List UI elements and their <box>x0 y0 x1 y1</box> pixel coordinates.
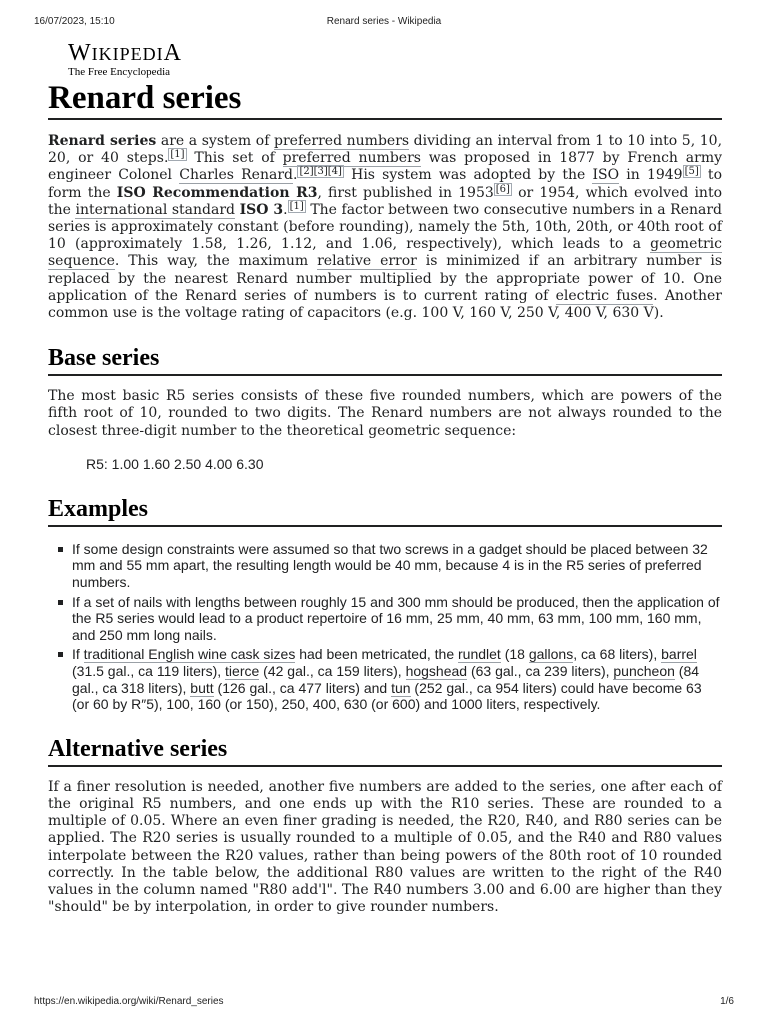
logo-tagline: The Free Encyclopedia <box>68 66 171 78</box>
examples-list <box>48 541 722 713</box>
list-item: If traditional English wine cask sizes had been metricated, the rundlet (18 gallons, ca 68 liters), barrel (31.5 gal., ca 119 liters), tierce (42 gal., ca 159 liters), hogshead (63 gal., ca 239 liters), puncheon (84 gal., ca 318 liters), butt (126 gal., ca 477 liters) and tun (252 gal., ca 954 liters) could have become 63 (or 60 by R″5), 100, 160 (or 150), 250, 400, 630 (or 600) and 1000 liters, respectively. <box>72 646 722 712</box>
ref-6[interactable]: [6] <box>495 183 510 195</box>
link-geometric-sequence[interactable]: geometric sequence <box>48 236 722 270</box>
link-charles-renard[interactable]: Charles Renard <box>179 167 293 184</box>
page-title: Renard series <box>48 80 242 116</box>
link-butt[interactable]: butt <box>190 679 214 696</box>
link-puncheon[interactable]: puncheon <box>613 663 675 679</box>
heading-alternative-series: Alternative series <box>48 735 722 767</box>
ref-5[interactable]: [5] <box>684 166 699 178</box>
intro-bold-term: Renard series <box>48 133 157 149</box>
list-item: If some design constraints were assumed so that two screws in a gadget should be placed between 32 mm and 55 mm apart, the resulting length would be 40 mm, because 4 is in the R5 series of preferred numbers. <box>72 541 722 591</box>
print-footer <box>34 996 734 1010</box>
logo-wordmark: WIKIPEDIA <box>68 40 182 66</box>
alternative-series-paragraph: If a finer resolution is needed, another five numbers are added to the series, one after each of the original R5 numbers, and one ends up with the R10 series. These are rounded to a multiple of 0.05. Where an even finer grading is needed, the R20, R40, and R80 series can be applied. The R20 series is usually rounded to a multiple of 0.05, and the R40 and R80 values interpolate between the R20 values, rather than being powers of the 80th root of 10 rounded correctly. In the table below, the additional R80 values are written to the right of the R40 values in the column named "R80 add'l". The R40 numbers 3.00 and 6.00 are higher than they "should" be by interpolation, in order to give rounder numbers. <box>48 778 722 916</box>
ref-1[interactable]: [1] <box>170 149 185 161</box>
link-rundlet[interactable]: rundlet <box>458 646 501 663</box>
iso-3-bold: ISO 3 <box>239 201 284 218</box>
link-wine-cask-sizes[interactable]: traditional English wine cask sizes <box>83 646 296 663</box>
link-preferred-numbers[interactable]: preferred numbers <box>274 133 410 149</box>
link-preferred-numbers-2[interactable]: preferred numbers <box>282 150 421 167</box>
print-header <box>34 16 734 30</box>
wikipedia-logo[interactable] <box>68 40 722 78</box>
link-iso[interactable]: ISO <box>592 167 620 184</box>
link-relative-error[interactable]: relative error <box>317 253 417 270</box>
link-electric-fuses[interactable]: electric fuses <box>555 287 654 304</box>
article-content <box>48 40 722 916</box>
intro-paragraph: Renard series are a system of preferred numbers dividing an interval from 1 to 10 into 5, 10, 20, or 40 steps. [1] This set of preferred numbers was proposed in 1877 by French army engineer Colonel Charles Renard. [2][3][4] His system was adopted by the ISO in 1949 [5] to form the ISO Recommendation R3, first published in 1953 [6] or 1954, which evolved into the international standard ISO 3. [1] The factor between two consecutive numbers in a Renard series is approximately constant (before rounding), namely the 5th, 10th, 20th, or 40th root of 10 (approximately 1.58, 1.26, 1.12, and 1.06, respectively), which leads to a geometric sequence. This way, the maximum relative error is minimized if an arbitrary number is replaced by the nearest Renard number multiplied by the appropriate power of 10. One application of the Renard series of numbers is to current rating of electric fuses. Another common use is the voltage rating of capacitors (e.g. 100 V, 160 V, 250 V, 400 V, 630 V). <box>48 133 723 322</box>
link-gallons[interactable]: gallons <box>528 646 574 663</box>
print-datetime: 16/07/2023, 15:10 <box>34 16 115 27</box>
heading-examples: Examples <box>48 495 722 527</box>
print-url: https://en.wikipedia.org/wiki/Renard_series <box>34 996 224 1007</box>
iso-r3-bold: ISO Recommendation R3 <box>116 184 318 201</box>
heading-base-series: Base series <box>48 344 722 376</box>
base-series-paragraph: The most basic R5 series consists of these five rounded numbers, which are powers of the fifth root of 10, rounded to two digits. The Renard numbers are not always rounded to the closest three-digit number to the theoretical geometric sequence: <box>48 388 722 439</box>
print-doc-title: Renard series - Wikipedia <box>326 16 442 27</box>
title-divider <box>48 118 722 120</box>
print-page-number: 1/6 <box>720 996 734 1007</box>
link-hogshead[interactable]: hogshead <box>405 663 468 679</box>
link-international-standard[interactable]: international standard <box>75 201 236 218</box>
ref-1-b[interactable]: [1] <box>289 200 304 212</box>
list-item: If a set of nails with lengths between roughly 15 and 300 mm should be produced, then the application of the R5 series would lead to a product repertoire of 16 mm, 25 mm, 40 mm, 63 mm, 100 mm, 160 mm, and 250 mm long nails. <box>72 594 722 644</box>
ref-2-3-4[interactable]: [2][3][4] <box>299 166 342 178</box>
link-tierce[interactable]: tierce <box>225 663 260 679</box>
r5-series-values: R5: 1.00 1.60 2.50 4.00 6.30 <box>86 455 264 472</box>
link-barrel[interactable]: barrel <box>661 646 697 663</box>
link-tun[interactable]: tun <box>391 679 411 696</box>
